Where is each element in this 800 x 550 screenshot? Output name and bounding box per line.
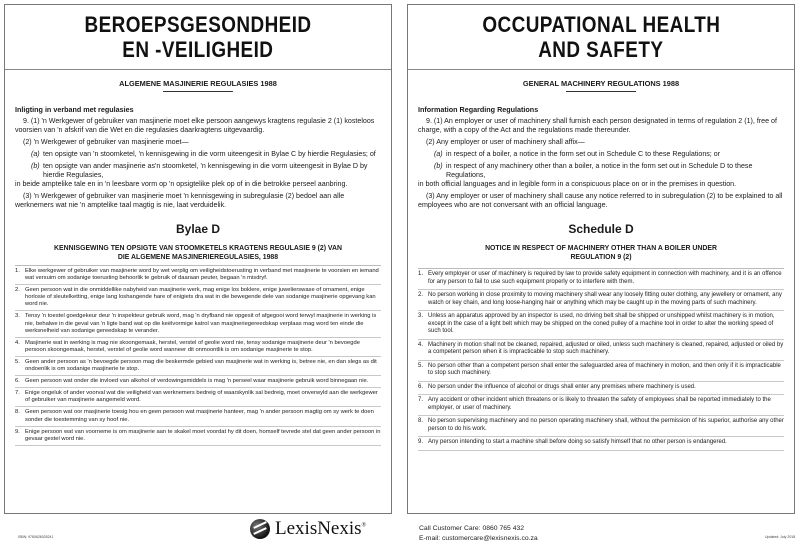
list-item: 5. Geen ander persoon as 'n bevoegde persoon mag die beskermde gebied van masjinerie wat in werking is, betree nie, en dan slegs as dit ondoenlik is om sodanige masjinerie te stop. [15, 357, 381, 376]
english-rules-list [418, 268, 784, 451]
list-item: 3. Unless an apparatus approved by an inspector is used, no driving belt shall be shipped or unshipped whilst machinery is in motion, except in the case of a light belt which may be shipped on the coned pulley of a machine tool in order to alter the working speed of such tool. [418, 311, 784, 340]
english-section-heading: Information Regarding Regulations [418, 105, 539, 114]
list-item: 5. No person other than a competent person shall enter the safeguarded area of machinery in motion, and then only if it is impracticable to stop such machinery. [418, 361, 784, 382]
afrikaans-item-b-key: (b) [31, 162, 40, 170]
afrikaans-paragraph-1: 9. (1) 'n Werkgewer of gebruiker van masjinerie moet elke persoon aangewys kragtens regulasie 2 (1) kosteloos voorsien van 'n afskrif van die Wet en die regulasies daarkragtens uitgevaardig. [15, 117, 375, 134]
list-item: 1. Every employer or user of machinery is required by law to provide safety equipment in connection with machinery, and it is an offence for any person to fail to use such equipment properly or to interfere with them. [418, 269, 784, 290]
english-subtitle: GENERAL MACHINERY REGULATIONS 1988 [522, 79, 680, 88]
english-content [408, 105, 794, 451]
afrikaans-section-heading: Inligting in verband met regulasies [15, 105, 134, 114]
customer-care-email[interactable]: E-mail: customercare@lexisnexis.co.za [419, 535, 538, 542]
english-item-b [418, 162, 784, 180]
afrikaans-title-line-2: EN -VEILIGHEID [122, 37, 274, 62]
afrikaans-subtitle: ALGEMENE MASJINERIE REGULASIES 1988 [119, 79, 277, 88]
afrikaans-paragraph-3: in beide amptelike tale en in 'n leesbare vorm op 'n opsigtelike plek op of in die betrokke perseel aanbring. [15, 180, 348, 188]
english-paragraph-3: in both official languages and in legible form in a conspicuous place on or in the premises in question. [418, 180, 737, 188]
english-title-banner [408, 5, 794, 70]
english-notice-line-1: NOTICE IN RESPECT OF MACHINERY OTHER THAN A BOILER UNDER [485, 245, 717, 252]
english-paragraph-1: 9. (1) An employer or user of machinery shall furnish each person designated in terms of regulation 2 (1), free of charge, with a copy of the Act and the regulations made thereunder. [418, 117, 777, 134]
english-subtitle-rule [566, 91, 636, 92]
afrikaans-item-a-text: ten opsigte van 'n stoomketel, 'n kennisgewing in die vorm uiteengesit in Bylae C by hierdie Regulasies; of [43, 150, 376, 158]
afrikaans-item-b [15, 162, 381, 180]
english-item-a-text: in respect of a boiler, a notice in the form set out in Schedule C to these Regulations; or [446, 150, 721, 158]
afrikaans-notice-heading [15, 245, 381, 262]
afrikaans-paragraph-2: (2) 'n Werkgewer of gebruiker van masjinerie moet— [23, 138, 189, 146]
english-item-a [418, 150, 784, 159]
english-paragraph-4: (3) Any employer or user of machinery shall cause any notice referred to in subregulation (2) to be explained to all employees who are not conversant with an official language. [418, 192, 783, 209]
english-title-line-2: AND SAFETY [538, 37, 664, 62]
lexisnexis-globe-icon [250, 519, 270, 539]
english-item-b-text: in respect of any machinery other than a boiler, a notice in the form set out in Schedule D to these Regulations, [446, 162, 753, 179]
customer-care-phone: Call Customer Care: 0860 765 432 [419, 525, 525, 532]
list-item: 7. Any accident or other incident which threatens or is likely to threaten the safety of employees shall be reported immediately to the employer, or user of machinery. [418, 395, 784, 416]
list-item: 6. No person under the influence of alcohol or drugs shall enter any premises where machinery is used. [418, 382, 784, 396]
list-item: 9. Enige persoon wat van voorneme is om masjinerie aan te skakel moet voordat hy dit doen, homself tevrede stel dat geen ander persoon in gevaar gestel word nie. [15, 427, 381, 446]
list-item: 1. Elke werkgewer of gebruiker van masjinerie word by wet verplig om veiligheidstoerusting in verband met masjinerie te voorsien en iemand wat versuim om sodanige toerusting behoorlik te gebruik of daaraan peuter, begaan 'n misdryf. [15, 266, 381, 285]
english-schedule-title: Schedule D [568, 222, 634, 236]
list-item: 7. Enige ongeluk of ander voorval wat die veiligheid van werknemers bedreig of waarskynlik sal bedreig, moet onverwyld aan die werkgewer of gebruiker van masjinerie aangemeld word. [15, 388, 381, 407]
isbn-label: ISBN: 9780626028241 [18, 535, 54, 539]
english-panel [407, 4, 795, 514]
afrikaans-schedule-title: Bylae D [175, 222, 221, 236]
list-item: 6. Geen persoon wat onder die invloed van alkohol of verdowingsmiddels is mag 'n perseel waar masjinerie gebruik word binnegaan nie. [15, 376, 381, 388]
english-paragraph-2: (2) Any employer or user of machinery shall affix— [426, 138, 585, 146]
afrikaans-paragraph-4: (3) 'n Werkgewer of gebruiker van masjinerie moet 'n kennisgewing in subregulasie (2) bedoel aan alle werknemers wat nie 'n amptelike taal magtig is nie, laat verduidelik. [15, 192, 345, 209]
brand-name: LexisNexis® [275, 518, 367, 539]
list-item: 2. Geen persoon wat in die onmiddellike nabyheid van masjinerie werk, mag enige los boklere, enige juwelierswase of ornament, enige horlosie of sleutelketting, enige lang loshangende hare of enigiets dra wat in die bewegende dele van sodanige masjinerie opgevang kan word nie. [15, 285, 381, 311]
afrikaans-notice-line-1: KENNISGEWING TEN OPSIGTE VAN STOOMKETELS KRAGTENS REGULASIE 9 (2) VAN [54, 245, 342, 252]
english-item-a-key: (a) [434, 150, 443, 158]
list-item: 4. Masjinerie wat in werking is mag nie skoongemaak, herstel, verstel of geolie word nie, tensy sodanige masjinerie deur 'n bevoegde persoon skoongemaak, herstel, verstel of geolie word wanneer dit onmoontlik is om sodanige masjinerie te stop. [15, 338, 381, 357]
afrikaans-content [5, 105, 391, 446]
list-item: 8. No person supervising machinery and no person operating machinery shall, without the permission of his superior, authorise any other person to do his work. [418, 416, 784, 437]
list-item: 4. Machinery in motion shall not be cleaned, repaired, adjusted or oiled, unless such machinery is cleaned, repaired, adjusted or oiled by a competent person when it is impracticable to stop such machinery. [418, 340, 784, 361]
afrikaans-notice-line-2: DIE ALGEMENE MASJINERIEREGULASIES, 1988 [117, 253, 279, 261]
english-notice-heading [418, 245, 784, 262]
afrikaans-item-a [15, 150, 381, 159]
list-item: 8. Geen persoon wat oor masjinerie toesig hou en geen persoon wat masjinerie hanteer, mag 'n ander persoon magtig om sy werk te doen sonder die toestemming van sy hoof nie. [15, 407, 381, 426]
list-item: 3. Tensy 'n toestel goedgekeur deur 'n inspekteur gebruik word, mag 'n dryfband nie opgesit of afgegooi word terwyl masjinerie in werking is nie, behalwe in die geval van 'n ligte band wat op die keëlvormige katrol van masjineriegereedskap verplaas mag word ten einde die werksnelheid van sodanige gereedskap te verander. [15, 311, 381, 337]
english-item-b-key: (b) [434, 162, 443, 170]
english-title-line-1: OCCUPATIONAL HEALTH [481, 12, 721, 37]
afrikaans-title-banner [5, 5, 391, 70]
afrikaans-rules-list [15, 265, 381, 446]
afrikaans-subtitle-rule [163, 91, 233, 92]
footer [0, 514, 800, 550]
english-notice-line-2: REGULATION 9 (2) [570, 253, 632, 261]
updated-label: Updated: July 2018 [765, 535, 796, 539]
afrikaans-panel [4, 4, 392, 514]
lexisnexis-logo [250, 518, 366, 540]
list-item: 2. No person working in close proximity to moving machinery shall wear any loosely fitting outer clothing, any jewellery or ornament, any watch or key chain, and long loose-hanging hair or anything which may be caught up in the moving parts of such machinery. [418, 290, 784, 311]
afrikaans-title-line-1: BEROEPSGESONDHEID [84, 12, 312, 37]
contact-info [419, 524, 538, 544]
list-item: 9. Any person intending to start a machine shall before doing so satisfy himself that no other person is endangered. [418, 437, 784, 451]
afrikaans-item-a-key: (a) [31, 150, 40, 158]
afrikaans-item-b-text: ten opsigte van ander masjinerie as'n stoomketel, 'n kennisgewing in die vorm uiteengesit in Bylae D by hierdie Regulasies, [43, 162, 368, 179]
